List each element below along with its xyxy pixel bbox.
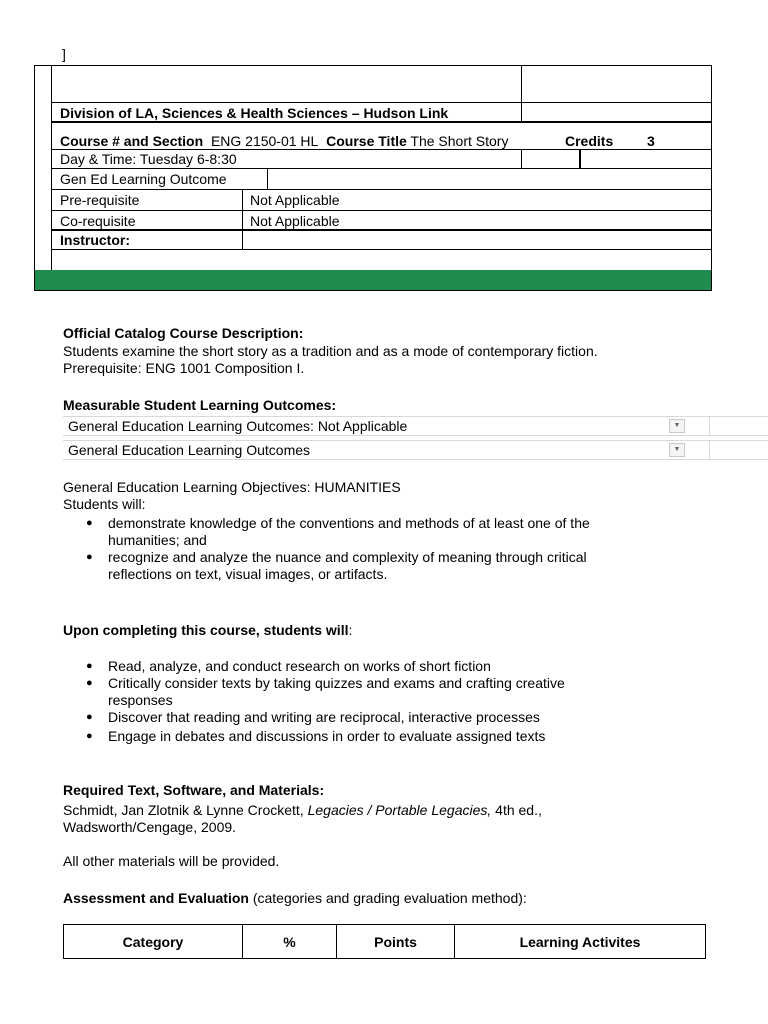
bullet-icon: ● bbox=[86, 660, 93, 672]
catalog-description: Students examine the short story as a tradition and as a mode of contemporary fiction. bbox=[63, 343, 598, 359]
credits-value: 3 bbox=[647, 133, 655, 149]
division-title: Division of LA, Sciences & Health Sciences – Hudson Link bbox=[60, 105, 449, 121]
materials-heading: Required Text, Software, and Materials: bbox=[63, 782, 325, 798]
list-item: ● Engage in debates and discussions in order to evaluate assigned texts bbox=[86, 728, 546, 744]
bullet-icon: ● bbox=[86, 711, 93, 723]
list-item: ● recognize and analyze the nuance and complexity of meaning through critical reflections on text, visual images, or artifacts. bbox=[86, 549, 587, 582]
dropdown-1-value: General Education Learning Outcomes: Not Applicable bbox=[68, 418, 408, 434]
materials-other: All other materials will be provided. bbox=[63, 853, 280, 869]
assessment-table bbox=[63, 924, 706, 959]
course-line bbox=[60, 132, 508, 150]
course-header-table bbox=[34, 65, 712, 291]
prerequisite-label: Pre-requisite bbox=[60, 192, 140, 208]
list-item: ● Critically consider texts by taking quizzes and exams and crafting creative responses bbox=[86, 675, 565, 708]
dropdown-arrow-icon[interactable]: ▼ bbox=[669, 443, 685, 457]
day-time: Day & Time: Tuesday 6-8:30 bbox=[60, 151, 237, 167]
materials-citation: Schmidt, Jan Zlotnik & Lynne Crockett, Legacies / Portable Legacies, 4th ed., bbox=[63, 802, 542, 818]
bullet-icon: ● bbox=[86, 517, 93, 529]
objectives-line: General Education Learning Objectives: HUMANITIES bbox=[63, 479, 401, 495]
course-title-value: The Short Story bbox=[410, 133, 509, 149]
bullet-icon: ● bbox=[86, 730, 93, 742]
outcomes-dropdown-2[interactable] bbox=[63, 440, 768, 460]
objectives-list bbox=[80, 515, 590, 583]
completion-heading: Upon completing this course, students will: bbox=[63, 622, 353, 638]
list-item: ● Read, analyze, and conduct research on works of short fiction bbox=[86, 658, 491, 674]
list-item: ● Discover that reading and writing are reciprocal, interactive processes bbox=[86, 709, 540, 725]
column-header-learning-activities: Learning Activites bbox=[455, 925, 706, 959]
prerequisite-value: Not Applicable bbox=[250, 192, 340, 208]
corequisite-value: Not Applicable bbox=[250, 213, 340, 229]
column-header-category: Category bbox=[64, 925, 243, 959]
course-title-label: Course Title bbox=[326, 133, 407, 149]
bullet-icon: ● bbox=[86, 551, 93, 563]
stray-bracket: ] bbox=[62, 46, 66, 62]
gen-ed-outcome-label: Gen Ed Learning Outcome bbox=[60, 171, 227, 187]
credits-label: Credits bbox=[565, 133, 614, 149]
list-item: ● demonstrate knowledge of the conventions and methods of at least one of the humanities; and bbox=[86, 515, 590, 548]
column-header-percent: % bbox=[243, 925, 337, 959]
assessment-heading: Assessment and Evaluation (categories and grading evaluation method): bbox=[63, 890, 527, 906]
students-will-label: Students will: bbox=[63, 496, 146, 512]
materials-publisher: Wadsworth/Cengage, 2009. bbox=[63, 819, 237, 835]
corequisite-label: Co-requisite bbox=[60, 213, 136, 229]
column-header-points: Points bbox=[337, 925, 455, 959]
dropdown-2-value: General Education Learning Outcomes bbox=[68, 442, 311, 458]
outcomes-dropdown-1[interactable] bbox=[63, 416, 768, 436]
bullet-icon: ● bbox=[86, 677, 93, 689]
catalog-heading: Official Catalog Course Description: bbox=[63, 325, 304, 341]
catalog-prerequisite: Prerequisite: ENG 1001 Composition I. bbox=[63, 360, 305, 376]
course-number-label: Course # and Section bbox=[60, 133, 204, 149]
instructor-label: Instructor: bbox=[60, 232, 130, 248]
accent-bar bbox=[35, 270, 711, 290]
dropdown-arrow-icon[interactable]: ▼ bbox=[669, 419, 685, 433]
outcomes-heading: Measurable Student Learning Outcomes: bbox=[63, 397, 337, 413]
completion-list bbox=[80, 658, 565, 745]
course-number-value: ENG 2150-01 HL bbox=[210, 133, 319, 149]
book-title: Legacies / Portable Legacies, bbox=[307, 802, 492, 818]
